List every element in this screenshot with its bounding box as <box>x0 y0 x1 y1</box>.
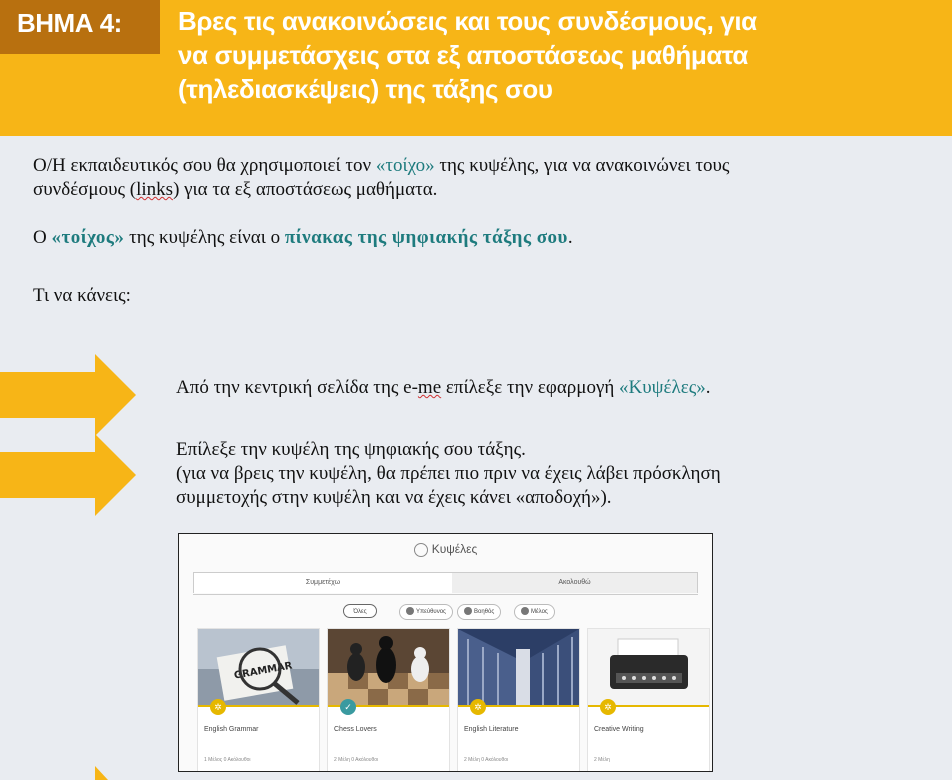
hive-card[interactable] <box>587 628 710 772</box>
hive-card[interactable] <box>457 628 580 772</box>
definition-text: . <box>567 227 573 248</box>
eme-word: me <box>417 377 442 398</box>
instruction-2-line-1: Επίλεξε την κυψέλη της ψηφιακής σου τάξης. <box>176 439 526 460</box>
step-title-line-2: να συμμετάσχεις στα εξ αποστάσεως μαθήματα <box>178 40 748 70</box>
gear-icon: ✲ <box>600 699 616 715</box>
hive-name: Creative Writing <box>594 726 644 733</box>
arrow-icon <box>0 434 136 516</box>
intro-text: ) για τα εξ αποστάσεως μαθήματα. <box>173 179 438 200</box>
intro-line-1 <box>33 154 729 178</box>
step-title <box>178 4 938 106</box>
intro-text: συνδέσμους ( <box>33 179 137 200</box>
hive-members: 2 Μέλη 0 Ακόλουθοι <box>464 757 509 763</box>
check-icon <box>521 607 529 615</box>
svg-text:GRAMMAR: GRAMMAR <box>233 660 294 682</box>
gear-icon: ✲ <box>210 699 226 715</box>
intro-text: Ο/Η εκπαιδευτικός σου θα χρησιμοποιεί τον <box>33 155 376 176</box>
filter-owner-label: Υπεύθυνος <box>416 609 446 615</box>
hive-members: 1 Μέλος 0 Ακόλουθοι <box>204 757 251 763</box>
chess-image <box>328 629 449 705</box>
instruction-text: Από την κεντρική σελίδα της e- <box>176 377 418 398</box>
arrow-icon <box>0 354 136 436</box>
definition-text: της κυψέλης είναι ο <box>124 227 285 248</box>
hive-card[interactable] <box>197 628 320 772</box>
filter-member[interactable] <box>514 604 555 620</box>
hive-members: 2 Μέλη 0 Ακόλουθοι <box>334 757 379 763</box>
step-title-line-3: (τηλεδιασκέψεις) της τάξης σου <box>178 74 553 104</box>
tab-participate[interactable]: Συμμετέχω <box>193 572 453 593</box>
library-image <box>458 629 579 705</box>
typewriter-image <box>588 629 709 705</box>
filter-all[interactable]: Όλες <box>343 604 377 618</box>
intro-text: της κυψέλης, για να ανακοινώνει τους <box>434 155 730 176</box>
hive-card[interactable] <box>327 628 450 772</box>
instruction-2 <box>176 438 721 510</box>
wall-definition <box>33 226 573 250</box>
hives-tabs <box>193 572 698 595</box>
step-title-line-1: Βρες τις ανακοινώσεις και τους συνδέσμους, για <box>178 6 757 36</box>
definition-text: Ο <box>33 227 52 248</box>
gear-icon: ✲ <box>470 699 486 715</box>
wall-term: «τοίχο» <box>375 155 435 176</box>
hive-name: Chess Lovers <box>334 726 377 733</box>
hives-screenshot <box>178 533 713 772</box>
instruction-text: επίλεξε την εφαρμογή <box>441 377 620 398</box>
hives-title-text: Κυψέλες <box>431 542 478 556</box>
step-header <box>0 0 952 136</box>
instruction-2-line-2: (για να βρεις την κυψέλη, θα πρέπει πιο πριν να έχεις λάβει πρόσκληση <box>176 463 721 484</box>
hive-members: 2 Μέλη <box>594 757 610 763</box>
tab-follow[interactable]: Ακολουθώ <box>452 572 698 593</box>
step-number: ΒΗΜΑ 4: <box>17 8 122 38</box>
intro-paragraph <box>33 154 729 202</box>
what-to-do-heading: Τι να κάνεις: <box>33 285 131 306</box>
instruction-1 <box>176 376 711 400</box>
instruction-2-line-3: συμμετοχής στην κυψέλη και να έχεις κάνει «αποδοχή»). <box>176 487 612 508</box>
step-number-badge <box>0 0 160 54</box>
intro-line-2 <box>33 178 729 202</box>
wall-term: «τοίχος» <box>51 227 125 248</box>
hives-title <box>179 534 712 564</box>
role-filters <box>179 604 712 622</box>
hives-app-term: «Κυψέλες» <box>619 377 706 398</box>
check-icon: ✓ <box>340 699 356 715</box>
instruction-text: . <box>705 377 711 398</box>
hive-name: English Grammar <box>204 726 259 733</box>
hand-icon <box>464 607 472 615</box>
filter-owner[interactable] <box>399 604 453 620</box>
filter-member-label: Μέλος <box>531 609 548 615</box>
filter-assistant-label: Βοηθός <box>474 609 495 615</box>
filter-assistant[interactable] <box>457 604 501 620</box>
digital-class-board-term: πίνακας της ψηφιακής τάξης σου <box>284 227 568 248</box>
links-word: links <box>136 179 174 200</box>
hive-name: English Literature <box>464 726 519 733</box>
grammar-image <box>198 629 319 705</box>
hive-icon <box>414 543 428 557</box>
gear-icon <box>406 607 414 615</box>
arrow-icon <box>0 766 136 780</box>
